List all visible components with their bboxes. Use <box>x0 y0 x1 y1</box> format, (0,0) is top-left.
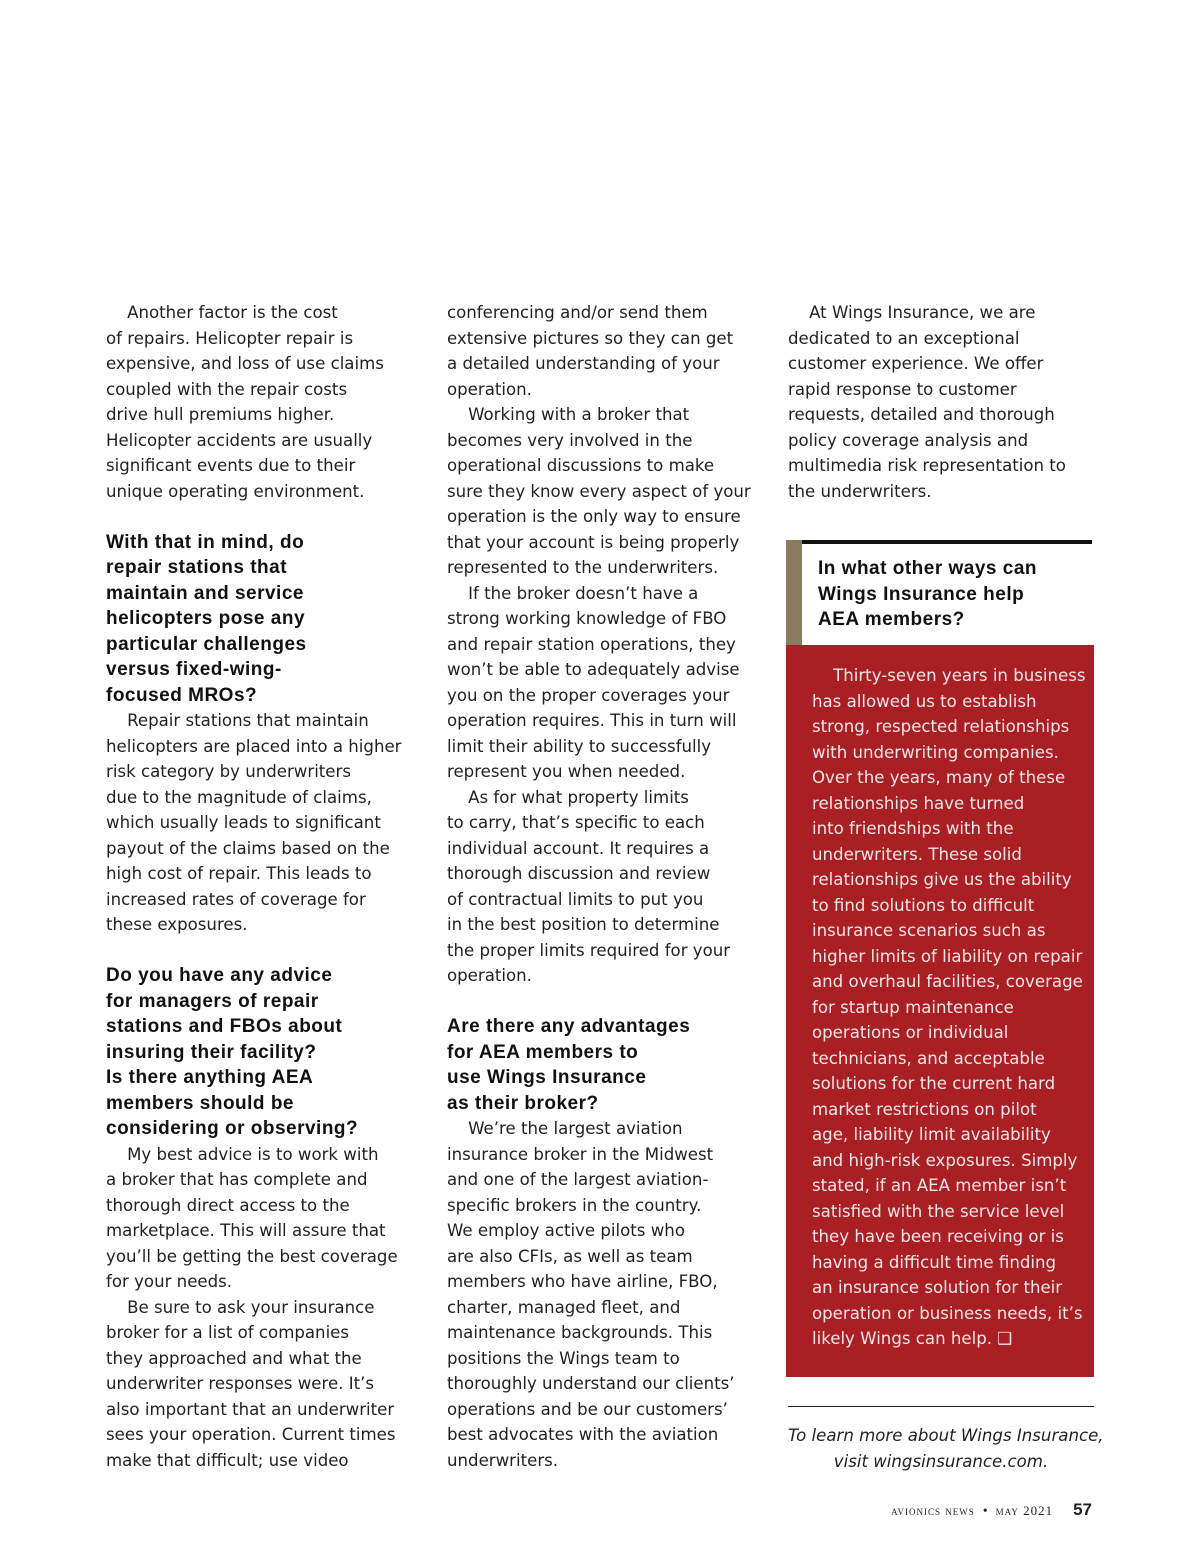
sidebar-header <box>786 540 1092 645</box>
body-paragraph: As for what property limits to carry, that’s specific to each individual account. It requires a thorough discussion and review of contractual limits to put you in the best position to determine the proper limits required for your operation. <box>447 787 731 985</box>
body-paragraph: My best advice is to work with a broker that has complete and thorough direct access to the marketplace. This will assure that you’ll be getting the best coverage for your needs. <box>106 1144 398 1291</box>
column-2 <box>447 300 751 1473</box>
page-footer <box>891 1500 1092 1524</box>
magazine-name: avionics news <box>891 1503 975 1518</box>
column-3 <box>788 300 1094 504</box>
sidebar-accent-bar <box>786 540 802 645</box>
body-paragraph: Working with a broker that becomes very involved in the operational discussions to make sure they know every aspect of your operation is the only way to ensure that your account is being properly represented to the underwriters. <box>447 405 751 577</box>
divider <box>788 1406 1094 1407</box>
sidebar-body: Thirty-seven years in business has allowed us to establish strong, respected relationships with underwriting companies. Over the years, many of these relationships have turned into friendships with the underwriters. These solid relationships give us the ability to find solutions to difficult insurance scenarios such as higher limits of liability on repair and overhaul facilities, coverage for startup maintenance operations or individual technicians, and acceptable solutions for the current hard market restrictions on pilot age, liability limit availability and high-risk exposures. Simply stated, if an AEA member isn’t satisfied with the service level they have been receiving or is having a difficult time finding an insurance solution for their operation or business needs, it’s likely Wings can help. ❑ <box>812 666 1086 1348</box>
sidebar-box <box>786 645 1094 1377</box>
bullet: • <box>982 1504 988 1519</box>
body-paragraph: If the broker doesn’t have a strong working knowledge of FBO and repair station operations, they won’t be able to adequately advise you on the proper coverages your operation requires. This in turn will limit their ability to successfully represent you when needed. <box>447 583 740 781</box>
body-paragraph: Repair stations that maintain helicopters are placed into a higher risk category by underwriters due to the magnitude of claims, which usually leads to significant payout of the claims based on the high cost of repair. This leads to increased rates of coverage for these exposures. <box>106 711 402 934</box>
footnote <box>788 1423 1104 1474</box>
page-number: 57 <box>1073 1500 1092 1519</box>
question-heading: With that in mind, do repair stations that maintain and service helicopters pose any particular challenges versus fixed-wing- focused MROs? <box>106 531 307 706</box>
column-1 <box>106 300 406 1473</box>
issue-date: may 2021 <box>995 1503 1054 1518</box>
footnote-text: To learn more about Wings Insurance, visit wingsinsurance.com. <box>788 1426 1104 1471</box>
body-paragraph: Be sure to ask your insurance broker for a list of companies they approached and what the underwriter responses were. It’s also important that an underwriter sees your operation. Current times make that difficult; use video <box>106 1297 396 1470</box>
body-paragraph: We’re the largest aviation insurance broker in the Midwest and one of the largest aviation- specific brokers in the country. We employ active pilots who are also CFIs, as well as team members who have airline, FBO, charter, managed fleet, and maintenance backgrounds. This positions the Wings team to thoroughly understand our clients’ operations and be our customers’ best advocates with the aviation underwriters. <box>447 1119 735 1470</box>
question-heading: Do you have any advice for managers of repair stations and FBOs about insuring their facility? Is there anything AEA members should be considering or observing? <box>106 965 359 1139</box>
sidebar-heading: In what other ways can Wings Insurance help AEA members? <box>818 558 1037 630</box>
body-paragraph: Another factor is the cost of repairs. Helicopter repair is expensive, and loss of use claims coupled with the repair costs drive hull premiums higher. Helicopter accidents are usually significant events due to their unique operating environment. <box>106 303 384 501</box>
body-paragraph: At Wings Insurance, we are dedicated to an exceptional customer experience. We offer rapid response to customer requests, detailed and thorough policy coverage analysis and multimedia risk representation to the underwriters. <box>788 303 1066 501</box>
body-paragraph: conferencing and/or send them extensive pictures so they can get a detailed understanding of your operation. <box>447 303 734 399</box>
question-heading: Are there any advantages for AEA members to use Wings Insurance as their broker? <box>447 1016 691 1114</box>
